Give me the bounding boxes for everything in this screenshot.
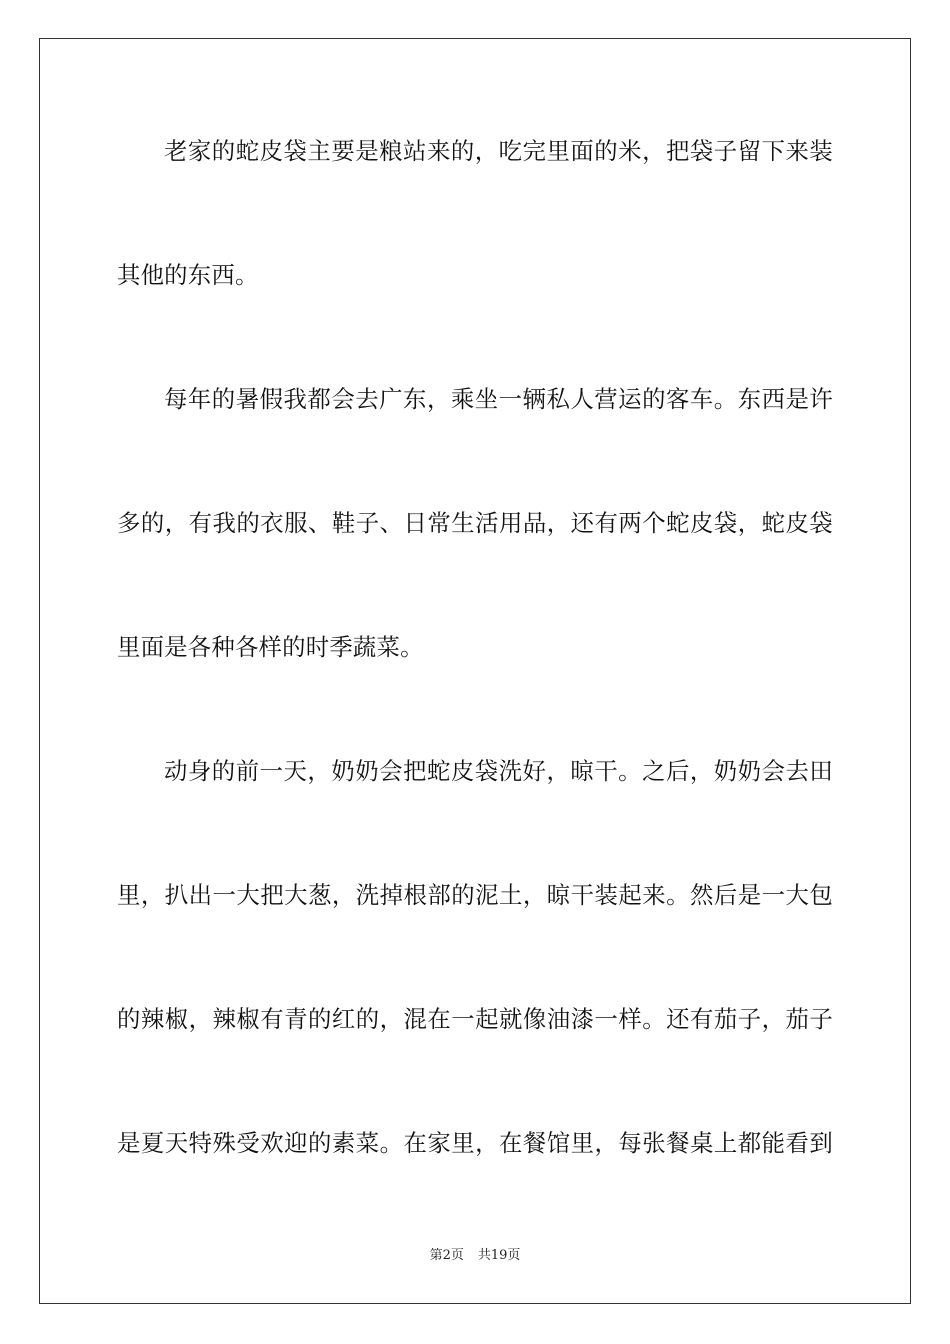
paragraph-3-line-1: 动身的前一天，奶奶会把蛇皮袋洗好，晾干。之后，奶奶会去田 bbox=[164, 757, 833, 785]
paragraph-3-line-3: 的辣椒，辣椒有青的红的，混在一起就像油漆一样。还有茄子，茄子 bbox=[117, 1005, 833, 1033]
paragraph-2-line-1: 每年的暑假我都会去广东，乘坐一辆私人营运的客车。东西是许 bbox=[164, 385, 833, 413]
paragraph-1-line-1: 老家的蛇皮袋主要是粮站来的，吃完里面的米，把袋子留下来装 bbox=[164, 137, 833, 165]
paragraph-3-line-4: 是夏天特殊受欢迎的素菜。在家里，在餐馆里，每张餐桌上都能看到 bbox=[117, 1129, 833, 1157]
paragraph-1-line-2: 其他的东西。 bbox=[117, 261, 259, 289]
total-pages: 共19页 bbox=[477, 1248, 521, 1263]
page-border bbox=[39, 38, 911, 1304]
page-number: 第2页 bbox=[429, 1248, 464, 1263]
paragraph-2-line-3: 里面是各种各样的时季蔬菜。 bbox=[117, 633, 424, 661]
paragraph-3-line-2: 里，扒出一大把大葱，洗掉根部的泥土，晾干装起来。然后是一大包 bbox=[117, 881, 833, 909]
page-footer bbox=[0, 1248, 950, 1264]
paragraph-2-line-2: 多的，有我的衣服、鞋子、日常生活用品，还有两个蛇皮袋，蛇皮袋 bbox=[117, 509, 833, 537]
